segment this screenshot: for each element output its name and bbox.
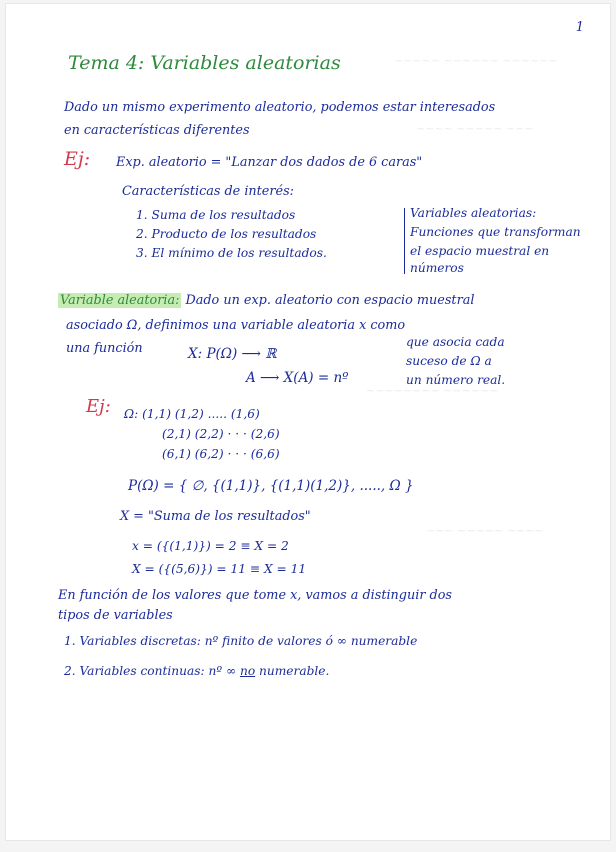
interest-heading: Características de interés: [122, 184, 294, 199]
function-note-line: suceso de Ω a [406, 354, 492, 368]
side-note-line: el espacio muestral en [410, 244, 550, 258]
bleed-through-text: ~~~~ ~~~~~ ~~~ [416, 122, 534, 135]
function-note-line: que asocia cada [406, 335, 505, 349]
sample-space-row: (2,1) (2,2) · · · (2,6) [162, 427, 280, 441]
function-mapping-element: A ⟶ X(A) = nº [246, 370, 349, 386]
types-intro-line-1: En función de los valores que tome x, vamos a distinguir dos [58, 588, 452, 603]
notebook-page [6, 4, 610, 840]
intro-line-2: en características diferentes [64, 123, 250, 138]
function-mapping: X: P(Ω) ⟶ ℝ [188, 346, 277, 362]
example-label: Ej: [64, 148, 91, 170]
continuous-variables-item [64, 664, 329, 678]
brace-divider [404, 208, 405, 274]
power-set: P(Ω) = { ∅, {(1,1)}, {(1,1)(1,2)}, ....., Ω } [128, 478, 414, 494]
page-title: Tema 4: Variables aleatorias [68, 52, 341, 74]
example-label: Ej: [86, 396, 111, 417]
characteristic-item: 2. Producto de los resultados [136, 227, 317, 241]
discrete-variables-item: 1. Variables discretas: nº finito de valores ó ∞ numerable [64, 634, 418, 648]
evaluation-line: x = ({(1,1)}) = 2 ≡ X = 2 [132, 539, 289, 553]
types-intro-line-2: tipos de variables [58, 608, 173, 623]
function-note-line: un número real. [406, 373, 506, 387]
continuous-no-underlined: no [239, 664, 256, 678]
definition-line-3: una función [66, 341, 143, 356]
characteristic-item: 1. Suma de los resultados [136, 208, 296, 222]
definition-text: Dado un exp. aleatorio con espacio muestral [185, 293, 475, 308]
variable-definition: X = "Suma de los resultados" [120, 509, 311, 524]
definition-term: Variable aleatoria: [60, 293, 180, 308]
sample-space-row: (6,1) (6,2) · · · (6,6) [162, 447, 280, 461]
definition-line-2: asociado Ω, definimos una variable aleatoria x como [66, 318, 406, 333]
bleed-through-text: ~~~~~ ~~~~~~ ~~~~~~ [394, 54, 558, 67]
characteristic-item: 3. El mínimo de los resultados. [136, 246, 327, 260]
definition-line-1 [58, 293, 474, 308]
side-note-line: Funciones que transforman [410, 225, 581, 239]
continuous-suffix: numerable. [259, 664, 330, 678]
bleed-through-text: ~~~~~~~~ ~~~~~~ [366, 384, 499, 397]
sample-space-row: Ω: (1,1) (1,2) ..... (1,6) [124, 407, 260, 421]
bleed-through-text: ~~~ ~~~~~ ~~~~ [426, 524, 544, 537]
side-note-line: Variables aleatorias: [410, 206, 537, 220]
continuous-prefix: 2. Variables continuas: nº ∞ [64, 664, 237, 678]
side-note-line: números [410, 261, 464, 275]
experiment-description: Exp. aleatorio = "Lanzar dos dados de 6 caras" [116, 155, 423, 170]
evaluation-line: X = ({(5,6)}) = 11 ≡ X = 11 [132, 562, 307, 576]
intro-line-1: Dado un mismo experimento aleatorio, podemos estar interesados [64, 100, 496, 115]
page-number: 1 [575, 20, 584, 35]
